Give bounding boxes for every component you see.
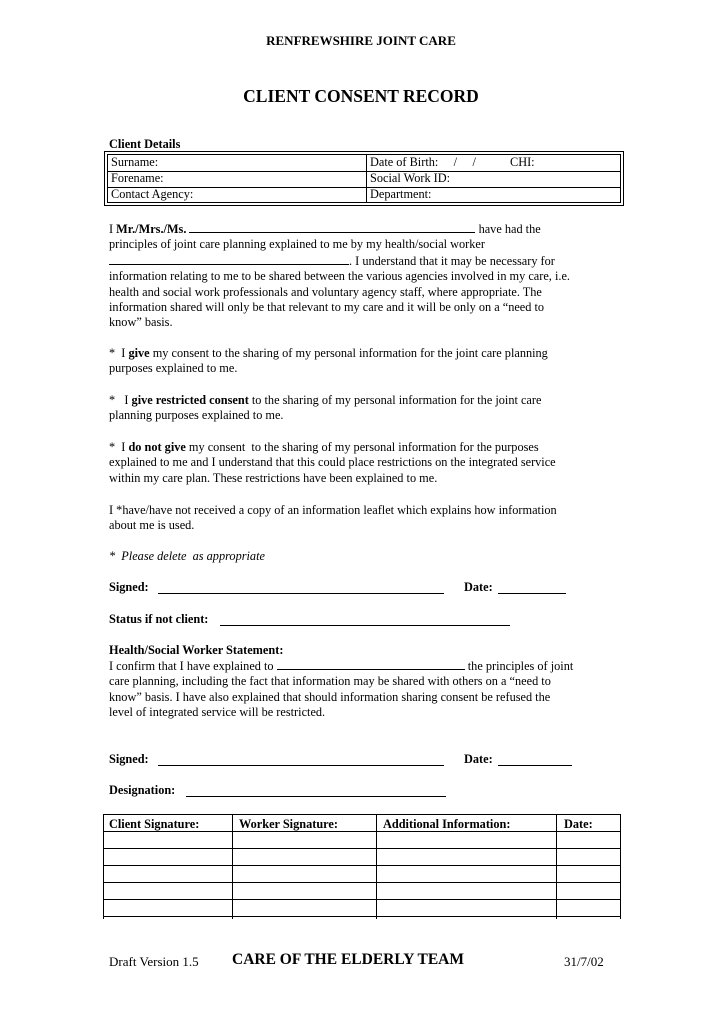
worker-signed-label: Signed: bbox=[109, 752, 149, 766]
forename-field[interactable]: Forename: bbox=[111, 171, 164, 185]
leaflet-statement: I *have/have not received a copy of an information leaflet which explains how information about me is used. bbox=[109, 503, 557, 533]
explained-to-line[interactable] bbox=[277, 658, 465, 670]
option-restricted-consent: * I give restricted consent to the sharing of my personal information for the joint care planning purposes explained to me. bbox=[109, 393, 542, 423]
signature-log-table bbox=[103, 814, 621, 919]
date-of-birth-field[interactable]: Date of Birth: / / bbox=[370, 155, 476, 169]
title-options: Mr./Mrs./Ms. bbox=[116, 222, 187, 236]
status-label: Status if not client: bbox=[109, 612, 209, 626]
additional-information-header: Additional Information: bbox=[383, 817, 511, 831]
worker-statement-text: I confirm that I have explained to the principles of joint care planning, including the fact that information may be shared with others on a “need to know” basis. I have also explained that should information sharing consent be refused the level of integrated service will be restricted. bbox=[109, 659, 574, 720]
social-work-id-field[interactable]: Social Work ID: bbox=[370, 171, 451, 185]
client-signature-line[interactable] bbox=[158, 583, 444, 594]
delete-note: * Please delete as appropriate bbox=[109, 549, 265, 563]
client-signature-header: Client Signature: bbox=[109, 817, 200, 831]
consent-intro: I Mr./Mrs./Ms. have had the principles of joint care planning explained to me by my health/social worker . I understand that it may be necessary for information relating to me to be shared between the various agencies involved in my care, i.e. health and social work professionals and voluntary agency staff, where appropriate. The information shared will only be that relevant to my care and it will be only on a “need to know” basis. bbox=[109, 222, 570, 330]
worker-date-line[interactable] bbox=[498, 755, 572, 766]
client-details-heading: Client Details bbox=[109, 137, 181, 151]
surname-field[interactable]: Surname: bbox=[111, 155, 159, 169]
option-no-consent: * I do not give my consent to the sharing of my personal information for the purposes explained to me and I understand that this could place restrictions on the integrated service within my care plan. These restrictions have been explained to me. bbox=[109, 440, 556, 485]
team-name: CARE OF THE ELDERLY TEAM bbox=[232, 951, 464, 968]
page-title: CLIENT CONSENT RECORD bbox=[243, 86, 479, 106]
worker-signature-line[interactable] bbox=[158, 755, 444, 766]
draft-version: Draft Version 1.5 bbox=[109, 954, 199, 969]
worker-signature-header: Worker Signature: bbox=[239, 817, 338, 831]
client-name-line[interactable] bbox=[189, 221, 475, 233]
designation-label: Designation: bbox=[109, 783, 176, 797]
status-line[interactable] bbox=[220, 615, 510, 626]
worker-name-line[interactable] bbox=[109, 253, 349, 265]
client-details-table bbox=[104, 151, 624, 206]
department-field[interactable]: Department: bbox=[370, 187, 432, 201]
signed-label: Signed: bbox=[109, 580, 149, 594]
chi-field[interactable]: CHI: bbox=[510, 155, 535, 169]
worker-statement-heading: Health/Social Worker Statement: bbox=[109, 643, 284, 657]
option-give-consent: * I give my consent to the sharing of my personal information for the joint care planning purposes explained to me. bbox=[109, 346, 548, 376]
date-label: Date: bbox=[464, 580, 493, 594]
worker-date-label: Date: bbox=[464, 752, 493, 766]
date-header: Date: bbox=[564, 817, 593, 831]
client-date-line[interactable] bbox=[498, 583, 566, 594]
designation-line[interactable] bbox=[186, 786, 446, 797]
organization-name: RENFREWSHIRE JOINT CARE bbox=[266, 33, 456, 48]
footer-date: 31/7/02 bbox=[564, 954, 604, 969]
contact-agency-field[interactable]: Contact Agency: bbox=[111, 187, 194, 201]
